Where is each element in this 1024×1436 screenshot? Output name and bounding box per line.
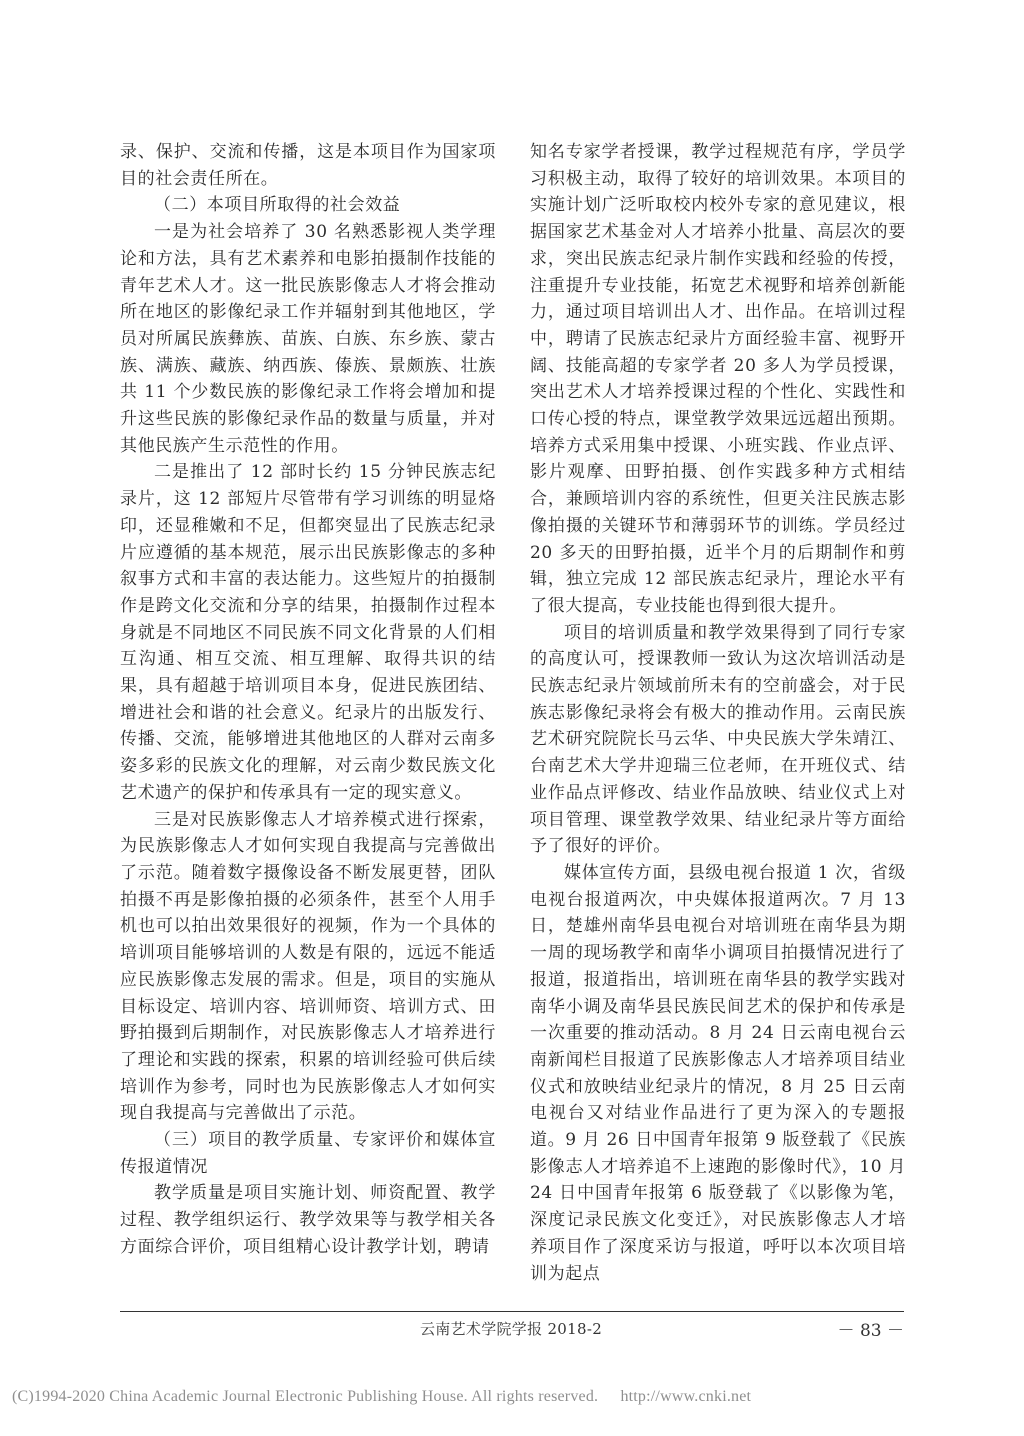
left-column	[120, 139, 496, 1261]
paragraph: 二是推出了 12 部时长约 15 分钟民族志纪录片，这 12 部短片尽管带有学习训练的明显烙印，还显稚嫩和不足，但都突显出了民族志纪录片应遵循的基本规范，展示出民族影像志的多种叙事方式和丰富的表达能力。这些短片的拍摄制作是跨文化交流和分享的结果，拍摄制作过程本身就是不同地区不同民族不同文化背景的人们相互沟通、相互交流、相互理解、取得共识的结果，具有超越于培训项目本身，促进民族团结、增进社会和谐的社会意义。纪录片的出版发行、传播、交流，能够增进其他地区的人群对云南多姿多彩的民族文化的理解，对云南少数民族文化艺术遗产的保护和传承具有一定的现实意义。	[120, 462, 496, 803]
copyright-footer	[12, 1388, 1012, 1406]
paragraph: 项目的培训质量和教学效果得到了同行专家的高度认可，授课教师一致认为这次培训活动是民族志纪录片领域前所未有的空前盛会，对于民族志影像纪录将会有极大的推动作用。云南民族艺术研究院院长马云华、中央民族大学朱靖江、台南艺术大学井迎瑞三位老师，在开班仪式、结业作品点评修改、结业作品放映、结业仪式上对项目管理、课堂教学效果、结业纪录片等方面给予了很好的评价。	[530, 622, 906, 857]
journal-name: 云南艺术学院学报 2018-2	[420, 1320, 603, 1338]
paragraph: 教学质量是项目实施计划、师资配置、教学过程、教学组织运行、教学效果等与教学相关各方面综合评价，项目组精心设计教学计划，聘请	[120, 1183, 496, 1257]
section-heading: （二）本项目所取得的社会效益	[154, 195, 401, 216]
copyright-text: (C)1994-2020 China Academic Journal Electronic Publishing House. All rights reserved.	[12, 1388, 599, 1405]
paragraph: 录、保护、交流和传播，这是本项目作为国家项目的社会责任所在。	[120, 142, 496, 189]
paragraph: 知名专家学者授课，教学过程规范有序，学员学习积极主动，取得了较好的培训效果。本项目的实施计划广泛听取校内校外专家的意见建议，根据国家艺术基金对人才培养小批量、高层次的要求，突出民族志纪录片制作实践和经验的传授，注重提升专业技能，拓宽艺术视野和培养创新能力，通过项目培训出人才、出作品。在培训过程中，聘请了民族志纪录片方面经验丰富、视野开阔、技能高超的专家学者 20 多人为学员授课，突出艺术人才培养授课过程的个性化、实践性和口传心授的特点，课堂教学效果远远超出预期。培养方式采用集中授课、小班实践、作业点评、影片观摩、田野拍摄、创作实践多种方式相结合，兼顾培训内容的系统性，但更关注民族志影像拍摄的关键环节和薄弱环节的训练。学员经过 20 多天的田野拍摄，近半个月的后期制作和剪辑，独立完成 12 部民族志纪录片，理论水平有了很大提高，专业技能也得到很大提升。	[530, 142, 906, 616]
footer-divider	[120, 1311, 904, 1312]
site-url: http://www.cnki.net	[620, 1388, 752, 1405]
paragraph: 三是对民族影像志人才培养模式进行探索，为民族影像志人才如何实现自我提高与完善做出了示范。随着数字摄像设备不断发展更替，团队拍摄不再是影像拍摄的必须条件，甚至个人用手机也可以拍出效果很好的视频，作为一个具体的培训项目能够培训的人数是有限的，远远不能适应民族影像志发展的需求。但是，项目的实施从目标设定、培训内容、培训师资、培训方式、田野拍摄到后期制作，对民族影像志人才培养进行了理论和实践的探索，积累的培训经验可供后续培训作为参考，同时也为民族影像志人才如何实现自我提高与完善做出了示范。	[120, 809, 496, 1124]
section-heading: （三）项目的教学质量、专家评价和媒体宣传报道情况	[120, 1130, 496, 1177]
paragraph: 媒体宣传方面，县级电视台报道 1 次，省级电视台报道两次，中央媒体报道两次。7 月 13 日，楚雄州南华县电视台对培训班在南华县为期一周的现场教学和南华小调项目拍摄情况进行了报道，报道指出，培训班在南华县的教学实践对南华小调及南华县民族民间艺术的保护和传承是一次重要的推动活动。8 月 24 日云南电视台云南新闻栏目报道了民族影像志人才培养项目结业仪式和放映结业纪录片的情况，8 月 25 日云南电视台又对结业作品进行了更为深入的专题报道。9 月 26 日中国青年报第 9 版登载了《民族影像志人才培养追不上速跑的影像时代》，10 月 24 日中国青年报第 6 版登载了《以影像为笔，深度记录民族文化变迁》，对民族影像志人才培养项目作了深度采访与报道，呼吁以本次项目培训为起点	[530, 862, 906, 1284]
paragraph: 一是为社会培养了 30 名熟悉影视人类学理论和方法，具有艺术素养和电影拍摄制作技能的青年艺术人才。这一批民族影像志人才将会推动所在地区的影像纪录工作并辐射到其他地区，学员对所属民族彝族、苗族、白族、东乡族、蒙古族、满族、藏族、纳西族、傣族、景颇族、壮族共 11 个少数民族的影像纪录工作将会增加和提升这些民族的影像纪录作品的数量与质量，并对其他民族产生示范性的作用。	[120, 222, 496, 456]
page-number: － 83 －	[837, 1321, 904, 1341]
right-column	[530, 139, 906, 1287]
